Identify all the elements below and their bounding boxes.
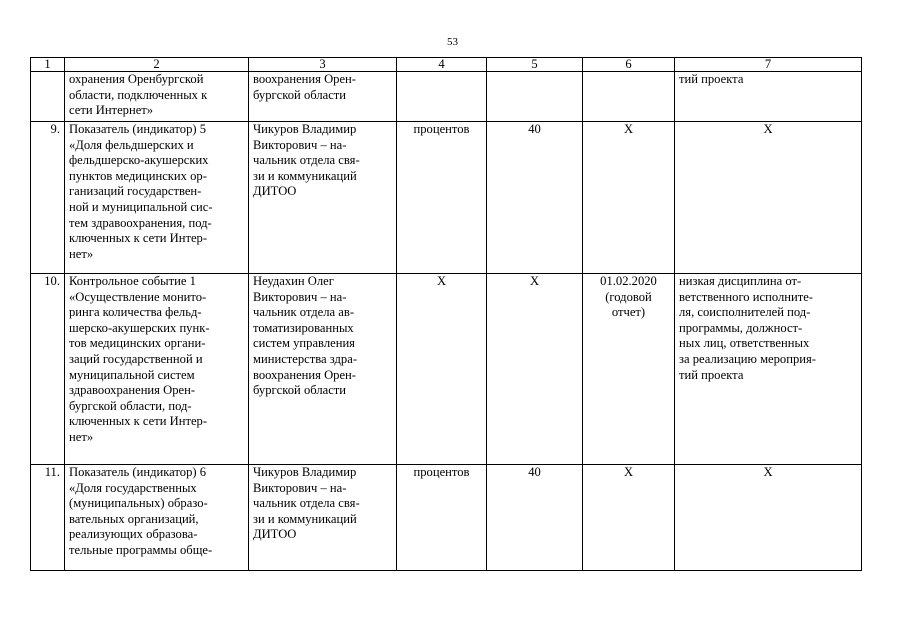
header-col-5: 5: [487, 58, 583, 72]
date-cell-line: 01.02.2020: [600, 274, 657, 288]
risk-cell-line: Х: [763, 122, 773, 136]
responsible-person-line: Викторович – на-: [253, 289, 347, 304]
row-number: 10.: [31, 274, 65, 465]
responsible-person-line: воохранения Орен-: [253, 367, 356, 382]
table-row: [31, 274, 862, 465]
risk-cell-line: ветственного исполните-: [679, 289, 813, 304]
indicator-name-line: области, подключенных к: [69, 87, 208, 102]
indicator-name-line: ключенных к сети Интер-: [69, 414, 208, 429]
indicator-name-line: нет»: [69, 429, 94, 444]
date-cell: [583, 465, 675, 571]
indicator-name: [65, 72, 249, 122]
responsible-person: [249, 72, 397, 122]
responsible-person-line: Чикуров Владимир: [253, 465, 357, 479]
indicator-name-line: вательных организаций,: [69, 511, 199, 526]
responsible-person-line: зи и коммуникаций: [253, 168, 357, 183]
indicator-name-line: реализующих образова-: [69, 527, 198, 542]
responsible-person-line: ДИТОО: [253, 184, 297, 199]
risk-cell: [675, 465, 862, 571]
indicator-name-line: тем здравоохранения, под-: [69, 215, 212, 230]
value-cell: [487, 72, 583, 122]
date-cell: [583, 274, 675, 465]
table-row: [31, 72, 862, 122]
row-number: 11.: [31, 465, 65, 571]
risk-cell-line: тий проекта: [679, 72, 744, 86]
responsible-person-line: Викторович – на-: [253, 137, 347, 152]
responsible-person-line: Неудахин Олег: [253, 274, 334, 288]
indicator-name-line: ной и муниципальной сис-: [69, 199, 213, 214]
row-number: 9.: [31, 122, 65, 274]
header-col-2: 2: [65, 58, 249, 72]
header-row: [31, 58, 862, 72]
responsible-person-line: Викторович – на-: [253, 480, 347, 495]
responsible-person-line: министерства здра-: [253, 351, 358, 366]
responsible-person-line: чальник отдела свя-: [253, 496, 360, 511]
row-number: [31, 72, 65, 122]
header-col-3: 3: [249, 58, 397, 72]
indicator-name-line: заций государственной и: [69, 351, 203, 366]
unit-cell: процентов: [397, 465, 487, 571]
responsible-person-line: чальник отдела свя-: [253, 153, 360, 168]
risk-cell-line: ля, соисполнителей под-: [679, 305, 811, 320]
indicator-name: [65, 465, 249, 571]
indicator-name-line: здравоохранения Орен-: [69, 383, 196, 398]
table-row: [31, 465, 862, 571]
date-cell-line: отчет): [611, 305, 646, 320]
page-number: 53: [447, 36, 458, 48]
responsible-person-line: бургской области: [253, 383, 347, 398]
value-cell: 40: [487, 122, 583, 274]
value-cell: Х: [487, 274, 583, 465]
indicator-name-line: шерско-акушерских пунк-: [69, 320, 210, 335]
indicator-name-line: Контрольное событие 1: [69, 274, 196, 288]
risk-cell: [675, 274, 862, 465]
value-cell: 40: [487, 465, 583, 571]
risk-cell-line: низкая дисциплина от-: [679, 274, 802, 288]
header-col-1: 1: [31, 58, 65, 72]
header-col-7: 7: [675, 58, 862, 72]
responsible-person-line: Чикуров Владимир: [253, 122, 357, 136]
indicator-name-line: тельные программы обще-: [69, 542, 213, 557]
indicator-name-line: «Осуществление монито-: [69, 289, 207, 304]
indicator-name-line: Показатель (индикатор) 6: [69, 465, 206, 479]
indicators-table: [30, 57, 862, 571]
responsible-person-line: воохранения Орен-: [253, 72, 356, 86]
responsible-person-line: ДИТОО: [253, 527, 297, 542]
indicator-name-line: охранения Оренбургской: [69, 72, 204, 86]
indicator-name-line: (муниципальных) образо-: [69, 496, 208, 511]
responsible-person-line: бургской области: [253, 87, 347, 102]
indicator-name-line: фельдшерско-акушерских: [69, 153, 209, 168]
date-cell-line: (годовой: [605, 289, 652, 304]
table-row: [31, 122, 862, 274]
responsible-person: [249, 274, 397, 465]
indicator-name-line: сети Интернет»: [69, 103, 154, 118]
indicator-name-line: муниципальной систем: [69, 367, 195, 382]
date-cell-line: Х: [623, 465, 634, 479]
risk-cell-line: за реализацию мероприя-: [679, 351, 816, 366]
indicator-name-line: ганизаций государствен-: [69, 184, 202, 199]
unit-cell: Х: [397, 274, 487, 465]
responsible-person: [249, 465, 397, 571]
responsible-person-line: чальник отдела ав-: [253, 305, 355, 320]
date-cell-line: Х: [623, 122, 634, 136]
header-col-4: 4: [397, 58, 487, 72]
indicator-name-line: «Доля фельдшерских и: [69, 137, 194, 152]
risk-cell-line: Х: [763, 465, 773, 479]
unit-cell: процентов: [397, 122, 487, 274]
risk-cell-line: программы, должност-: [679, 320, 803, 335]
responsible-person: [249, 122, 397, 274]
indicator-name-line: пунктов медицинских ор-: [69, 168, 207, 183]
date-cell: [583, 72, 675, 122]
responsible-person-line: зи и коммуникаций: [253, 511, 357, 526]
indicator-name-line: Показатель (индикатор) 5: [69, 122, 206, 136]
indicator-name-line: «Доля государственных: [69, 480, 197, 495]
date-cell: [583, 122, 675, 274]
unit-cell: [397, 72, 487, 122]
risk-cell: [675, 72, 862, 122]
risk-cell: [675, 122, 862, 274]
indicator-name-line: тов медицинских органи-: [69, 336, 206, 351]
indicator-name: [65, 274, 249, 465]
risk-cell-line: ных лиц, ответственных: [679, 336, 810, 351]
risk-cell-line: тий проекта: [679, 367, 744, 382]
indicator-name-line: бургской области, под-: [69, 398, 192, 413]
responsible-person-line: томатизированных: [253, 320, 354, 335]
indicator-name: [65, 122, 249, 274]
responsible-person-line: систем управления: [253, 336, 355, 351]
indicator-name-line: ринга количества фельд-: [69, 305, 202, 320]
indicator-name-line: нет»: [69, 246, 94, 261]
header-col-6: 6: [583, 58, 675, 72]
indicator-name-line: ключенных к сети Интер-: [69, 231, 208, 246]
